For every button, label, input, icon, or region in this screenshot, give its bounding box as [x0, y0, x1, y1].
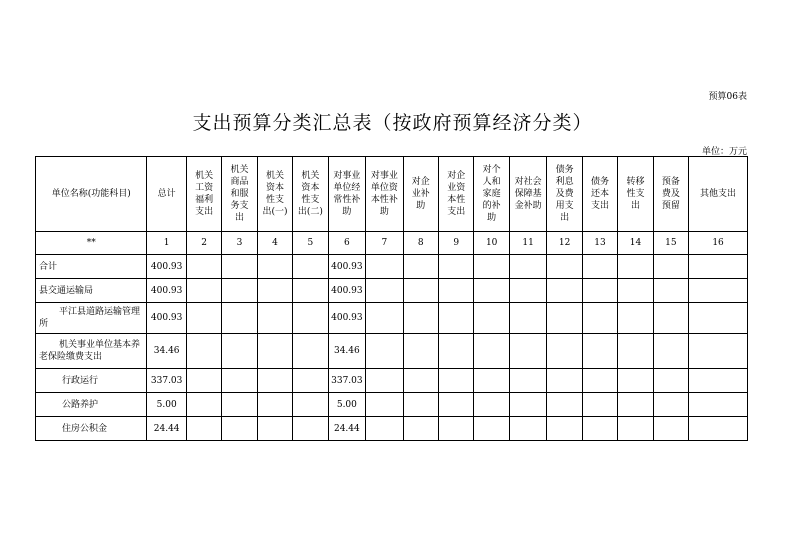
table-row — [36, 334, 748, 369]
row-value: 5.00 — [328, 393, 365, 417]
header-cell: 机关资本性支出(一) — [257, 157, 292, 232]
row-value: 400.93 — [328, 255, 365, 279]
row-value: 400.93 — [328, 303, 365, 334]
column-number: 7 — [366, 232, 403, 255]
column-number: ** — [36, 232, 147, 255]
row-name: 平江县道路运输管理所 — [36, 303, 147, 334]
column-number: 9 — [439, 232, 474, 255]
row-total: 400.93 — [147, 255, 186, 279]
page-title: 支出预算分类汇总表（按政府预算经济分类） — [192, 112, 593, 134]
header-cell: 机关资本性支出(二) — [293, 157, 328, 232]
row-value: 400.93 — [328, 279, 365, 303]
header-cell: 机关工资福利支出 — [186, 157, 221, 232]
column-number: 11 — [509, 232, 546, 255]
column-number: 13 — [582, 232, 617, 255]
row-value: 337.03 — [328, 369, 365, 393]
column-number: 16 — [689, 232, 748, 255]
header-cell: 转移性支出 — [618, 157, 653, 232]
header-cell: 对个人和家庭的补助 — [474, 157, 509, 232]
unit-label: 单位：万元 — [701, 147, 747, 157]
header-cell: 对社会保障基金补助 — [509, 157, 546, 232]
column-number: 5 — [293, 232, 328, 255]
row-name: 县交通运输局 — [36, 279, 147, 303]
header-cell: 对企业资本性支出 — [439, 157, 474, 232]
row-name: 行政运行 — [36, 369, 147, 393]
column-number-row — [36, 232, 748, 255]
header-cell: 债务利息及费用支出 — [547, 157, 582, 232]
row-total: 400.93 — [147, 303, 186, 334]
row-value: 34.46 — [328, 334, 365, 369]
column-number: 15 — [653, 232, 688, 255]
table-row — [36, 255, 748, 279]
column-number: 12 — [547, 232, 582, 255]
header-cell: 其他支出 — [689, 157, 748, 232]
table-row — [36, 393, 748, 417]
header-row — [36, 157, 748, 232]
header-cell: 对事业单位资本性补助 — [366, 157, 403, 232]
column-number: 2 — [186, 232, 221, 255]
row-total: 34.46 — [147, 334, 186, 369]
header-cell: 债务还本支出 — [582, 157, 617, 232]
form-number: 预算06表 — [708, 92, 747, 102]
column-number: 3 — [222, 232, 257, 255]
column-number: 6 — [328, 232, 365, 255]
row-total: 24.44 — [147, 417, 186, 441]
column-number: 14 — [618, 232, 653, 255]
header-cell: 对事业单位经常性补助 — [328, 157, 365, 232]
table-row — [36, 417, 748, 441]
row-name: 机关事业单位基本养老保险缴费支出 — [36, 334, 147, 369]
table-row — [36, 303, 748, 334]
row-name: 合计 — [36, 255, 147, 279]
row-name: 住房公积金 — [36, 417, 147, 441]
column-number: 1 — [147, 232, 186, 255]
row-name: 公路养护 — [36, 393, 147, 417]
header-cell: 机关商品和服务支出 — [222, 157, 257, 232]
row-total: 337.03 — [147, 369, 186, 393]
row-total: 5.00 — [147, 393, 186, 417]
row-total: 400.93 — [147, 279, 186, 303]
table-row — [36, 279, 748, 303]
budget-table — [35, 156, 748, 441]
header-cell: 单位名称(功能科目) — [36, 157, 147, 232]
header-cell: 预备费及预留 — [653, 157, 688, 232]
row-value: 24.44 — [328, 417, 365, 441]
column-number: 10 — [474, 232, 509, 255]
column-number: 8 — [403, 232, 438, 255]
header-cell: 对企业补助 — [403, 157, 438, 232]
table-row — [36, 369, 748, 393]
header-cell: 总计 — [147, 157, 186, 232]
column-number: 4 — [257, 232, 292, 255]
